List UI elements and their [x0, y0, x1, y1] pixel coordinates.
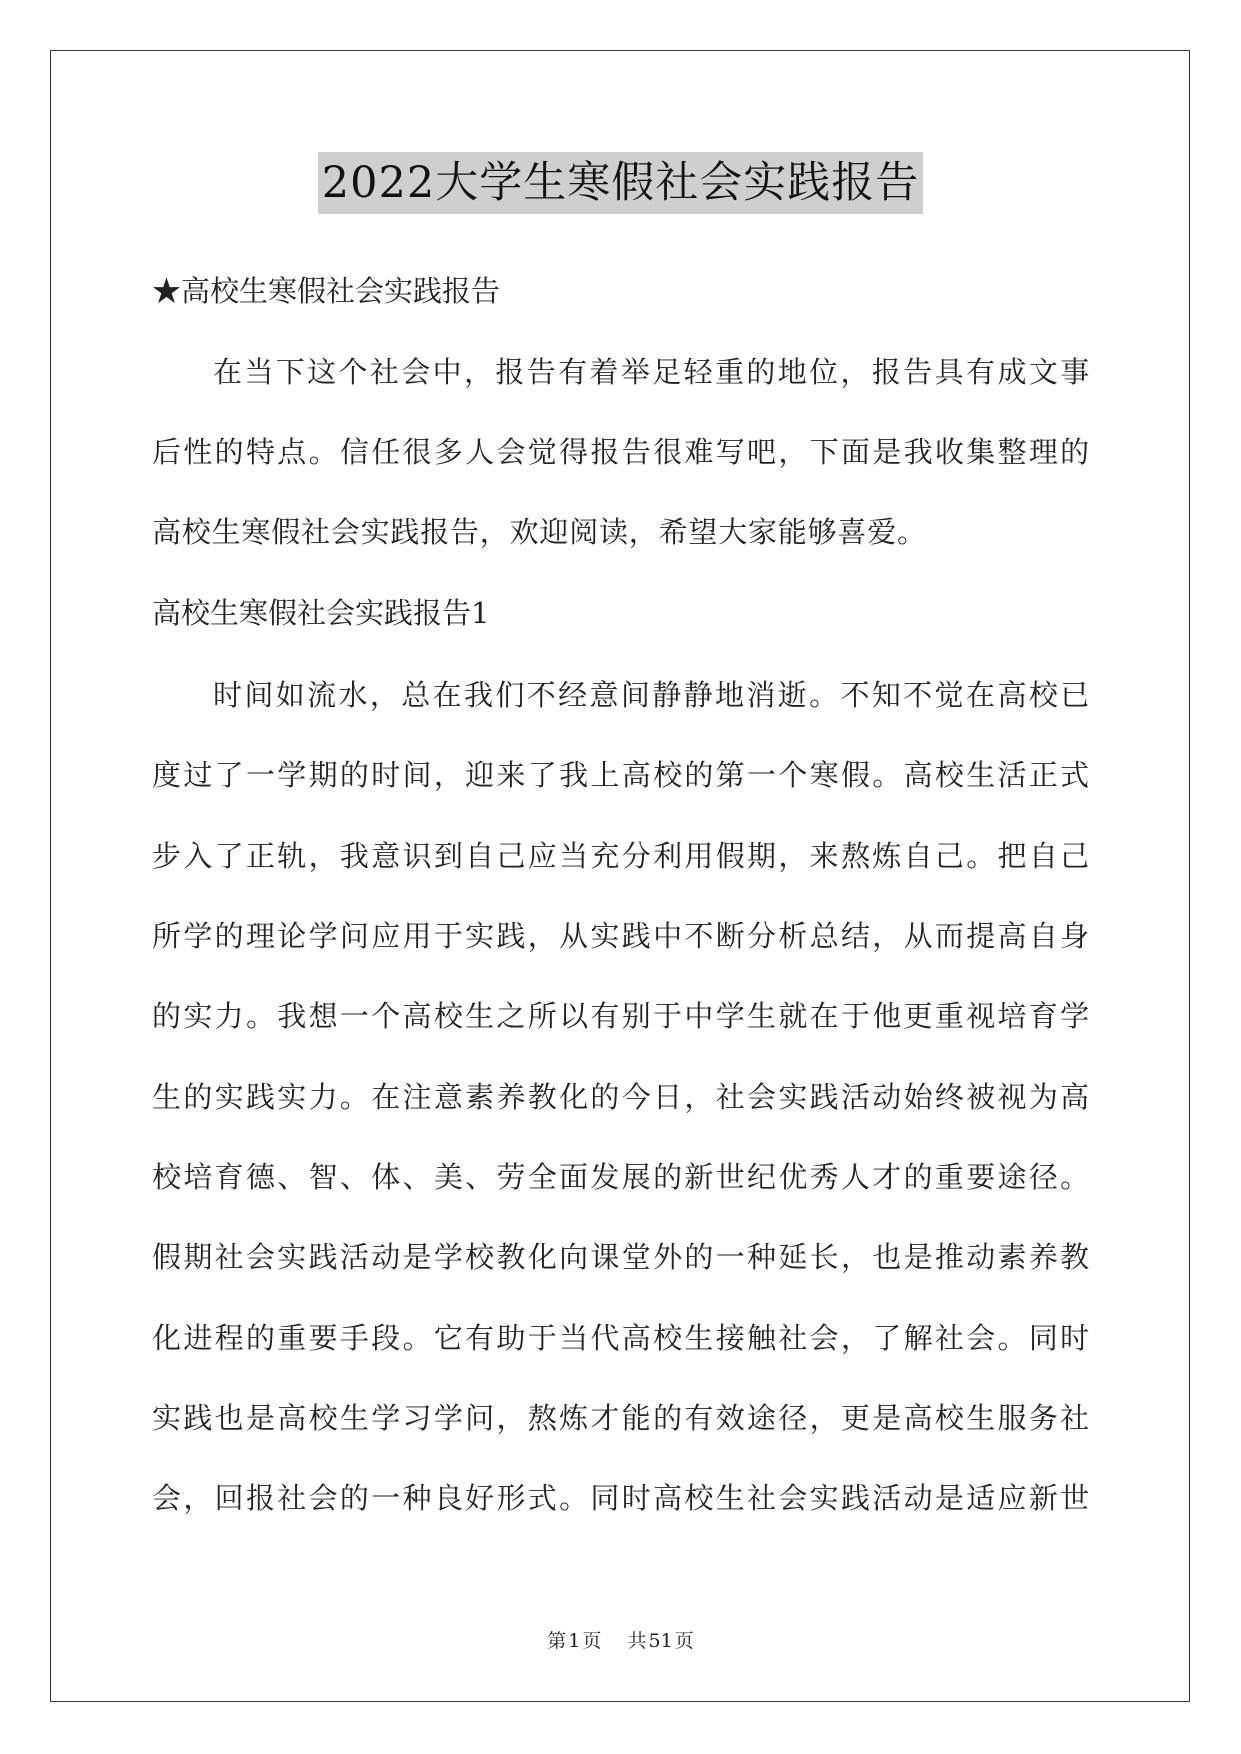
body-line: 校培育德、智、体、美、劳全面发展的新世纪优秀人才的重要途径。 — [152, 1160, 1090, 1194]
page-suffix: 页 — [582, 1630, 602, 1652]
body-line: 生的实践实力。在注意素养教化的今日，社会实践活动始终被视为高 — [152, 1080, 1090, 1114]
intro-line: 在当下这个社会中，报告有着举足轻重的地位，报告具有成文事 — [213, 355, 1090, 389]
body-line: 步入了正轨，我意识到自己应当充分利用假期，来熬炼自己。把自己 — [152, 839, 1090, 873]
body-line: 会，回报社会的一种良好形式。同时高校生社会实践活动是适应新世 — [152, 1481, 1090, 1515]
total-pages: 51 — [648, 1630, 673, 1652]
body-line: 的实力。我想一个高校生之所以有别于中学生就在于他更重视培育学 — [152, 999, 1090, 1033]
total-suffix: 页 — [674, 1630, 694, 1652]
section-heading: 高校生寒假社会实践报告1 — [152, 596, 490, 630]
total-prefix: 共 — [627, 1630, 647, 1652]
body-line: 度过了一学期的时间，迎来了我上高校的第一个寒假。高校生活正式 — [152, 758, 1090, 792]
body-line: 假期社会实践活动是学校教化向课堂外的一种延长，也是推动素养教 — [152, 1240, 1090, 1274]
current-page: 1 — [568, 1630, 581, 1652]
body-line: 时间如流水，总在我们不经意间静静地消逝。不知不觉在高校已 — [213, 678, 1090, 712]
intro-line: 后性的特点。信任很多人会觉得报告很难写吧，下面是我收集整理的 — [152, 435, 1090, 469]
body-line: 所学的理论学问应用于实践，从实践中不断分析总结，从而提高自身 — [152, 919, 1090, 953]
page-footer — [0, 1626, 1241, 1653]
body-line: 化进程的重要手段。它有助于当代高校生接触社会，了解社会。同时 — [152, 1321, 1090, 1355]
document-title: 2022大学生寒假社会实践报告 — [318, 152, 923, 214]
page-prefix: 第 — [547, 1630, 567, 1652]
title-container — [0, 152, 1241, 214]
body-line: 实践也是高校生学习学问，熬炼才能的有效途径，更是高校生服务社 — [152, 1401, 1090, 1435]
intro-line: 高校生寒假社会实践报告，欢迎阅读，希望大家能够喜爱。 — [152, 515, 927, 549]
subtitle: ★高校生寒假社会实践报告 — [152, 274, 501, 308]
